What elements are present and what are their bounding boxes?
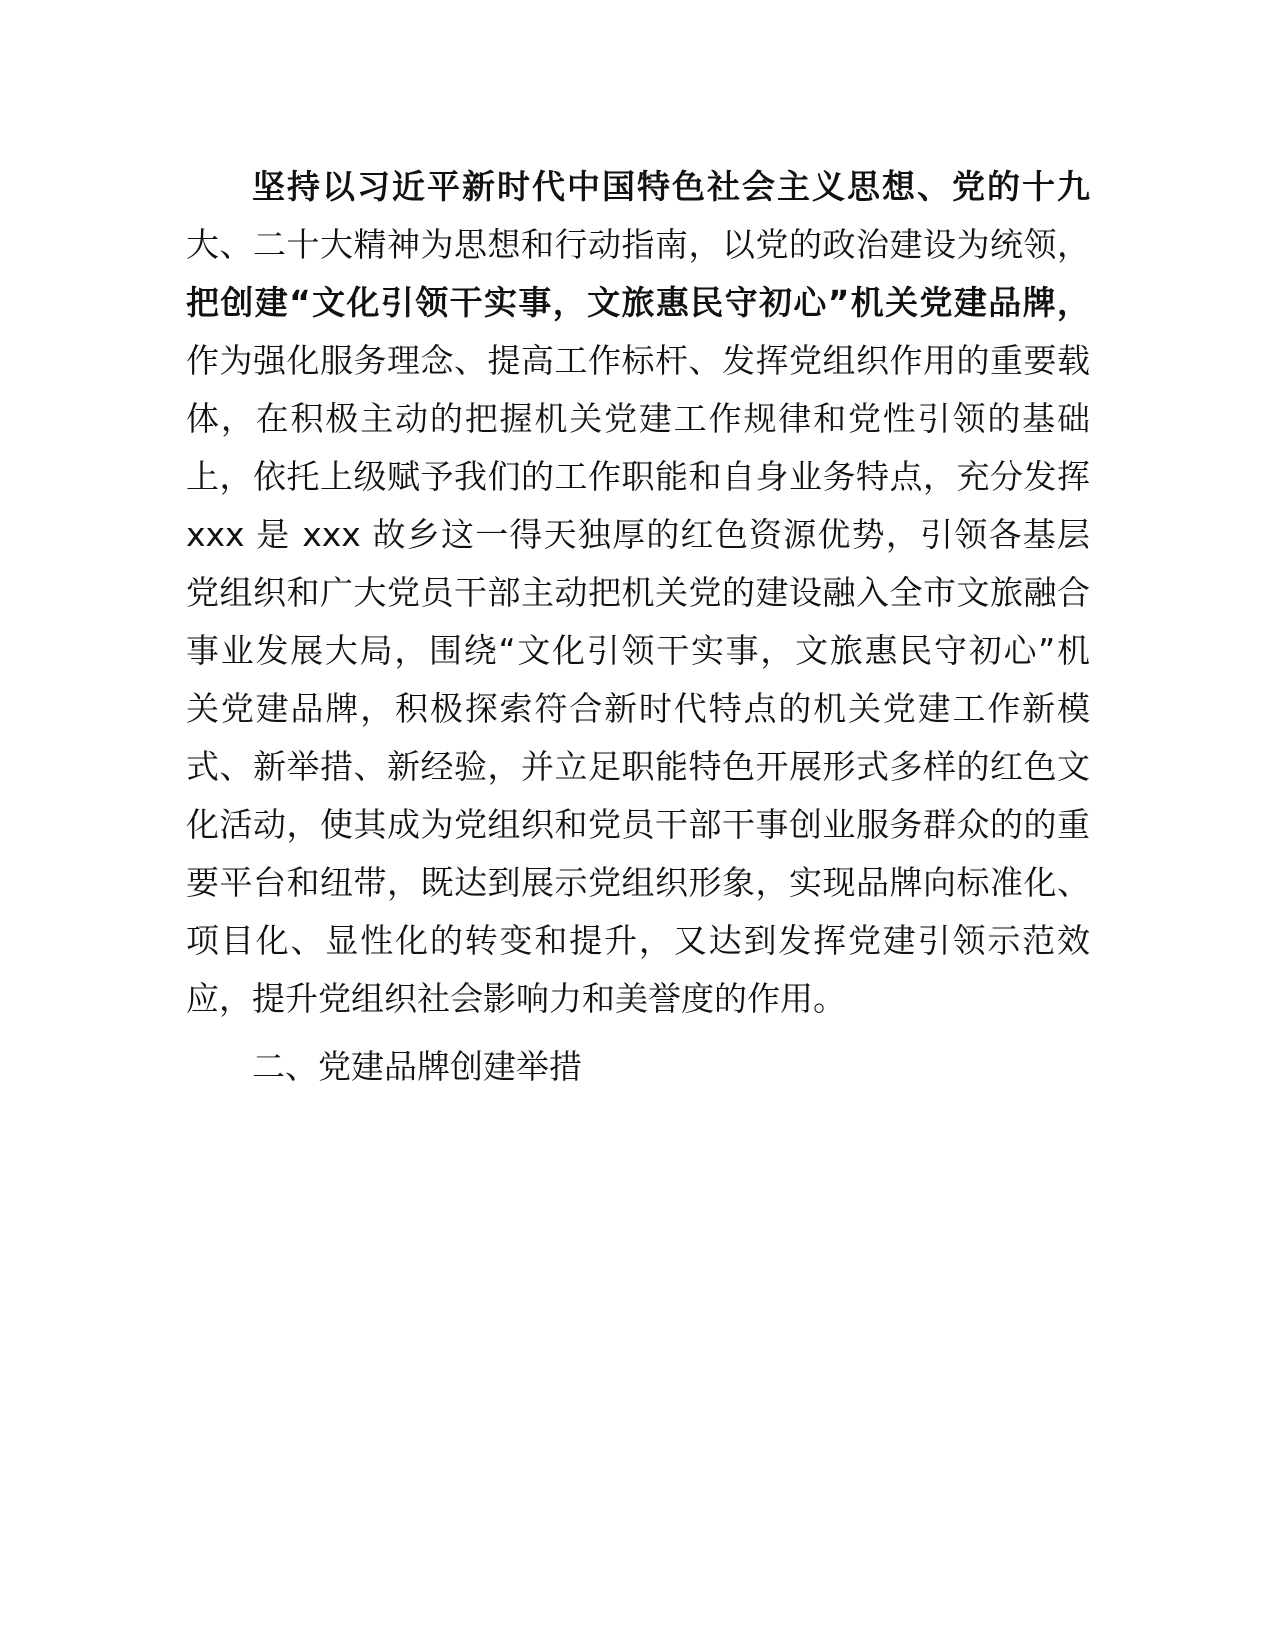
document-body [186,158,1090,1096]
paragraph-line: 应，提升党组织社会影响力和美誉度的作用。 [186,979,846,1018]
paragraph-line: 项目化、显性化的转变和提升，又达到发挥党建引领示范效 [186,921,1090,960]
paragraph-line: 体，在积极主动的把握机关党建工作规律和党性引领的基础 [186,399,1090,438]
paragraph-line: 上，依托上级赋予我们的工作职能和自身业务特点，充分发挥 [186,457,1090,496]
paragraph-line: 关党建品牌，积极探索符合新时代特点的机关党建工作新模 [186,689,1090,728]
paragraph-line: 要平台和纽带，既达到展示党组织形象，实现品牌向标准化、 [186,863,1090,902]
paragraph-line: 作为强化服务理念、提高工作标杆、发挥党组织作用的重要载 [186,341,1090,380]
paragraph-line: 大、二十大精神为思想和行动指南，以党的政治建设为统领， [186,225,1090,264]
paragraph-line: 式、新举措、新经验，并立足职能特色开展形式多样的红色文 [186,747,1090,786]
paragraph-line: 坚持以习近平新时代中国特色社会主义思想、党的十九 [252,167,1090,206]
paragraph-line: 党组织和广大党员干部主动把机关党的建设融入全市文旅融合 [186,573,1090,612]
paragraph-line: 化活动，使其成为党组织和党员干部干事创业服务群众的的重 [186,805,1090,844]
paragraph-line: xxx 是 xxx 故乡这一得天独厚的红色资源优势，引领各基层 [186,515,1090,554]
paragraph-line: 把创建“文化引领干实事，文旅惠民守初心”机关党建品牌， [186,283,1090,322]
paragraph-line: 事业发展大局，围绕“文化引领干实事，文旅惠民守初心”机 [186,631,1090,670]
section-heading: 二、党建品牌创建举措 [252,1047,582,1086]
